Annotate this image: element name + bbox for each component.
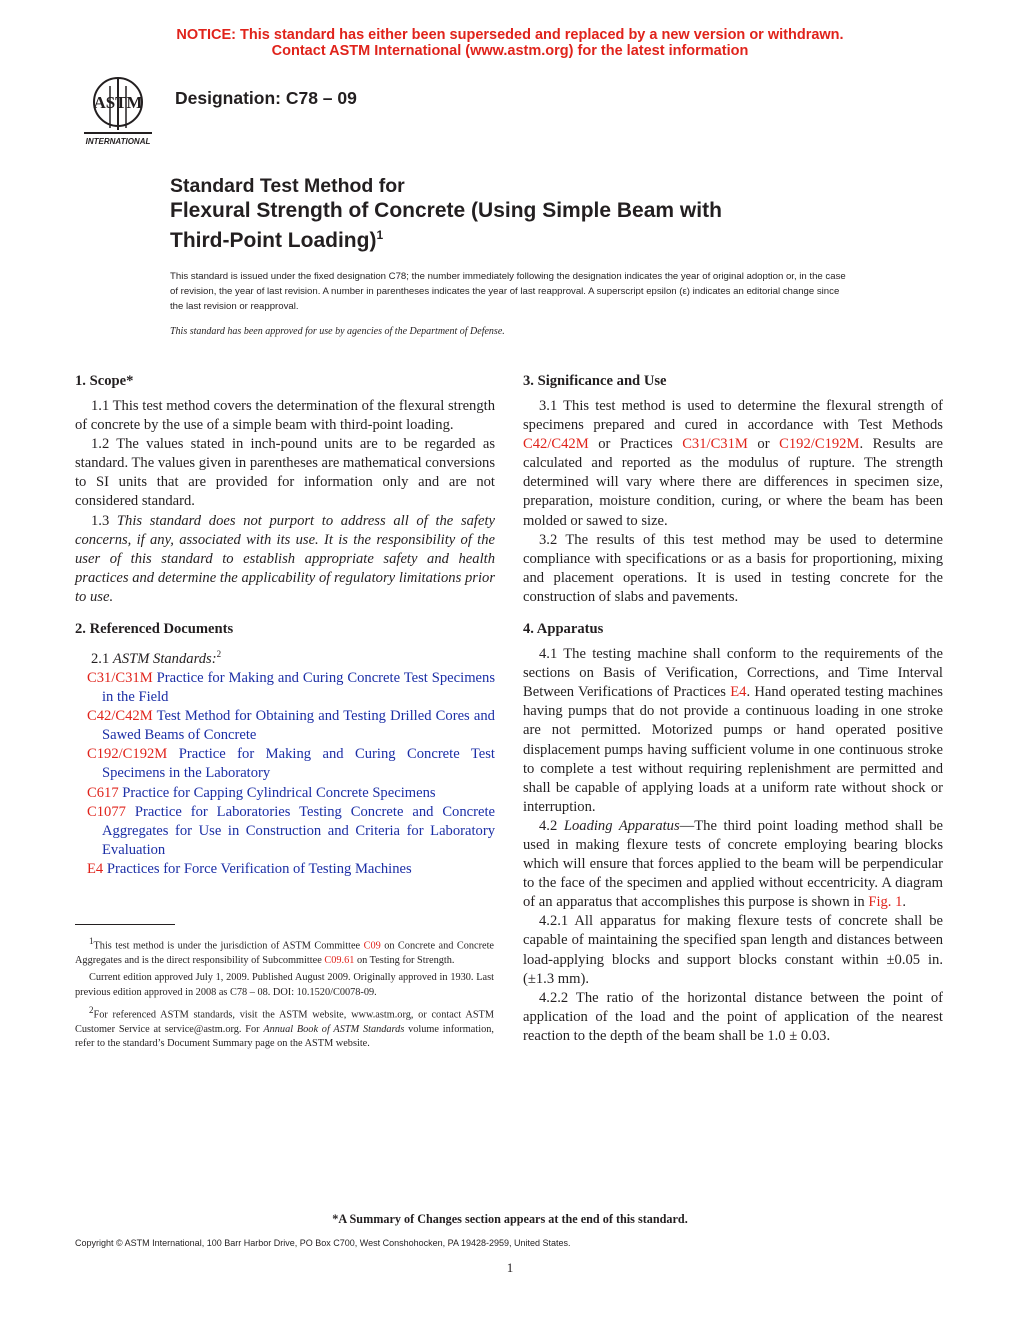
ref-item <box>75 745 495 783</box>
para-2-1-num: 2.1 <box>91 650 110 667</box>
link-c192[interactable]: C192/C192M <box>779 436 860 453</box>
para-4-2-text-b: . <box>902 894 907 911</box>
copyright: Copyright © ASTM International, 100 Barr Harbor Drive, PO Box C700, West Conshohocken, PA 19428-2959, United States. <box>75 1238 571 1248</box>
para-3-1 <box>523 397 943 531</box>
section-2-heading: 2. Referenced Documents <box>75 621 234 638</box>
ref-item <box>75 803 495 860</box>
footnote-1-text-a: This test method is under the jurisdiction of ASTM Committee <box>93 940 364 952</box>
left-column <box>75 372 495 879</box>
footnote-1-edition: Current edition approved July 1, 2009. Published August 2009. Originally approved in 1930. Last previous edition approved in 2008 as C78 – 08. DOI: 10.1520/C0078-09. <box>75 972 494 998</box>
designation: Designation: C78 – 09 <box>175 88 357 108</box>
withdrawal-notice <box>0 27 1020 59</box>
footnote-2-text-b: volume information, refer to the standard’s Document Summary page on the ASTM website. <box>75 1023 494 1050</box>
footnote-2-text-a: For referenced ASTM standards, visit the ASTM website, www.astm.org, or contact ASTM Customer Service at service@astm.org. For <box>75 1009 494 1035</box>
title-footnote-ref[interactable]: 1 <box>376 228 384 242</box>
para-3-1-text-c: or <box>747 436 780 453</box>
footnote-2-ref[interactable]: 2 <box>216 649 222 660</box>
ref-title-link[interactable]: Practices for Force Verification of Testing Machines <box>106 860 412 877</box>
para-4-1 <box>523 645 943 817</box>
ref-code-link[interactable]: C31/C31M <box>87 669 153 686</box>
approved-note: This standard has been approved for use by agencies of the Department of Defense. <box>170 326 505 337</box>
section-3-heading: 3. Significance and Use <box>523 373 667 389</box>
para-4-2 <box>523 817 943 912</box>
ref-title-link[interactable]: Practice for Making and Curing Concrete Test Specimens in the Laboratory <box>102 746 495 782</box>
footnote-2 <box>75 1003 494 1052</box>
title-line-2-text: Third-Point Loading) <box>170 229 377 252</box>
title-prefix: Standard Test Method for <box>170 175 405 197</box>
para-1-3-num: 1.3 <box>91 512 110 529</box>
title-line-1: Flexural Strength of Concrete (Using Simple Beam with <box>170 199 722 222</box>
ref-code-link[interactable]: C617 <box>87 784 119 801</box>
para-4-1-text-b: . Hand operated testing machines having pumps that do not provide a continuous loading in one stroke are not permitted. Motorized pumps or hand operated positive displacement pumps having sufficient volume in one continuous stroke to complete a test without requiring replenishment are permitted and shall be capable of applying loads at a uniform rate without shock or interruption. <box>523 684 943 815</box>
footnote-2-italic: Annual Book of ASTM Standards <box>263 1023 405 1035</box>
para-4-2-text-a: —The third point loading method shall be used in making flexure tests of concrete employing bearing blocks which will ensure that forces applied to the beam will be perpendicular to the face of the specimen and applied without eccentricity. A diagram of an apparatus that accomplishes this purpose is shown in <box>523 817 943 911</box>
para-3-2: 3.2 The results of this test method may be used to determine compliance with specifications or as a basis for proportioning, mixing and placement operations. It is used in testing concrete for the construction of slabs and pavements. <box>523 531 943 605</box>
ref-item <box>75 669 495 707</box>
ref-code-link[interactable]: C1077 <box>87 803 126 820</box>
notice-line-1: NOTICE: This standard has either been superseded and replaced by a new version or withdrawn. <box>176 27 844 43</box>
para-2-1-text: ASTM Standards: <box>112 650 217 667</box>
para-1-3 <box>75 512 495 607</box>
page-number: 1 <box>506 1260 514 1275</box>
para-4-2-2: 4.2.2 The ratio of the horizontal distance between the point of application of the load and the point of application of the nearest reaction to the depth of the beam shall be 1.0 ± 0.03. <box>523 989 943 1044</box>
ref-title-link[interactable]: Practice for Making and Curing Concrete Test Specimens in the Field <box>102 669 495 706</box>
ref-item <box>75 707 495 745</box>
ref-item <box>75 784 495 803</box>
document-title <box>170 174 890 253</box>
para-3-1-text-d: . Results are calculated and reported as the modulus of rupture. The strength determined will vary where there are differences in specimen size, preparation, moisture condition, curing, or where the beam has been molded or sawed to size. <box>523 436 943 529</box>
link-c31[interactable]: C31/C31M <box>682 436 748 453</box>
svg-text:ASTM: ASTM <box>93 93 143 112</box>
para-1-3-text: This standard does not purport to address all of the safety concerns, if any, associated with its use. It is the responsibility of the user of this standard to establish appropriate safety and health practices and determine the applicability of regulatory limitations prior to use. <box>75 512 495 605</box>
footnote-1 <box>75 934 494 968</box>
footnote-1-text-c: on Testing for Strength. <box>354 954 455 966</box>
right-column <box>523 372 943 1046</box>
issued-note: This standard is issued under the fixed designation C78; the number immediately following the designation indicates the year of original adoption or, in the case of revision, the year of last revision. A number in parentheses indicates the year of last reapproval. A superscript epsilon (ε) indicates an editorial change since the last revision or reapproval. <box>170 271 846 312</box>
ref-item <box>75 860 495 879</box>
footnote-1-text-b: on Concrete and Concrete Aggregates and is the direct responsibility of Subcommittee <box>75 940 495 966</box>
summary-note: *A Summary of Changes section appears at the end of this standard. <box>332 1212 688 1226</box>
para-4-2-num: 4.2 <box>539 817 558 834</box>
ref-code-link[interactable]: C192/C192M <box>87 746 168 763</box>
para-1-2: 1.2 The values stated in inch-pound units are to be regarded as standard. The values given in parentheses are mathematical conversions to SI units that are provided for information only and are not considered standard. <box>75 436 495 510</box>
para-3-1-text-b: or Practices <box>588 436 683 453</box>
link-c42[interactable]: C42/C42M <box>523 436 589 453</box>
para-4-2-1: 4.2.1 All apparatus for making flexure tests of concrete shall be capable of maintaining the specified span length and distances between load-applying blocks and support blocks constant within ±0.05 in. (±1.3 mm). <box>523 913 943 987</box>
footnote-1-marker: 1 <box>89 936 94 946</box>
svg-text:INTERNATIONAL: INTERNATIONAL <box>85 137 151 146</box>
link-c09[interactable]: C09 <box>363 940 381 952</box>
ref-title-link[interactable]: Practice for Laboratories Testing Concrete and Concrete Aggregates for Use in Construction and Criteria for Laboratory Evaluation <box>102 803 495 858</box>
link-fig-1[interactable]: Fig. 1 <box>868 894 903 911</box>
footnotes <box>75 934 494 1055</box>
para-4-1-text-a: 4.1 The testing machine shall conform to the requirements of the sections on Basis of Verification, Corrections, and Time Interval Between Verifications of Practices <box>523 646 943 701</box>
para-1-1: 1.1 This test method covers the determination of the flexural strength of concrete by the use of a simple beam with third-point loading. <box>75 398 495 434</box>
title-line-2 <box>170 223 890 253</box>
ref-code-link[interactable]: E4 <box>87 860 104 877</box>
section-4-heading: 4. Apparatus <box>523 621 604 638</box>
ref-title-link[interactable]: Test Method for Obtaining and Testing Drilled Cores and Sawed Beams of Concrete <box>102 708 495 744</box>
ref-title-link[interactable]: Practice for Capping Cylindrical Concrete Specimens <box>122 784 436 801</box>
para-4-2-italic: Loading Apparatus <box>563 817 680 834</box>
section-1-heading: 1. Scope* <box>75 373 134 389</box>
ref-code-link[interactable]: C42/C42M <box>87 708 153 725</box>
para-3-1-text-a: 3.1 This test method is used to determine the flexural strength of specimens prepared and cured in accordance with Test Methods <box>523 398 943 434</box>
footnote-divider <box>75 924 175 925</box>
para-2-1 <box>75 645 495 669</box>
link-c09-61[interactable]: C09.61 <box>324 954 355 966</box>
link-e4[interactable]: E4 <box>730 684 747 701</box>
notice-line-2: Contact ASTM International (www.astm.org) for the latest information <box>271 43 749 59</box>
astm-logo <box>76 72 160 150</box>
footnote-2-marker: 2 <box>89 1005 94 1016</box>
